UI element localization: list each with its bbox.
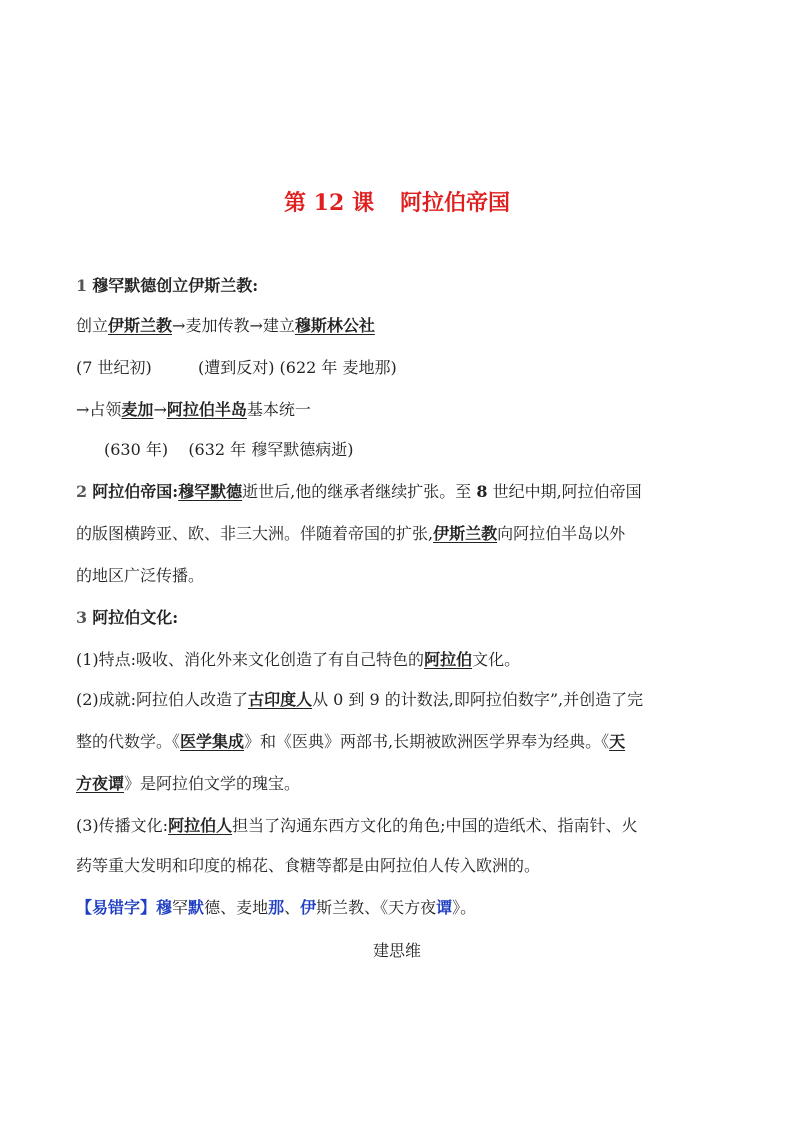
- section-3-achievements-3: 方夜谭》是阿拉伯文学的瑰宝。: [76, 774, 301, 793]
- section-1-flow-2: →占领麦加→阿拉伯半岛基本统一: [76, 400, 311, 419]
- section-2-line-3: 的地区广泛传播。: [76, 566, 205, 585]
- section-1-heading: 1 穆罕默德创立伊斯兰教:: [76, 276, 259, 295]
- section-1-notes-1: (7 世纪初) (遭到反对) (622 年 麦地那): [76, 358, 397, 377]
- error-prone-characters: 【易错字】穆罕默德、麦地那、伊斯兰教、《天方夜谭》。: [76, 898, 477, 917]
- section-3-achievements-1: (2)成就:阿拉伯人改造了古印度人从 0 到 9 的计数法,即阿拉伯数字”,并创造了完: [76, 690, 644, 709]
- section-3-heading: 3 阿拉伯文化:: [76, 608, 179, 627]
- tip-label: 【易错字】: [76, 898, 157, 917]
- lesson-number: 第 12 课: [284, 190, 374, 216]
- section-3-spread-2: 药等重大发明和印度的棉花、食糖等都是由阿拉伯人传入欧洲的。: [76, 856, 541, 875]
- section-2-line-2: 的版图横跨亚、欧、非三大洲。伴随着帝国的扩张,伊斯兰教向阿拉伯半岛以外: [76, 524, 626, 543]
- lesson-name: 阿拉伯帝国: [399, 190, 510, 216]
- section-1-notes-2: (630 年) (632 年 穆罕默德病逝): [104, 440, 354, 459]
- section-3-spread-1: (3)传播文化:阿拉伯人担当了沟通东西方文化的角色;中国的造纸术、指南针、火: [76, 816, 638, 835]
- section-3-features: (1)特点:吸收、消化外来文化创造了有自己特色的阿拉伯文化。: [76, 650, 521, 669]
- footer-heading: 建思维: [372, 941, 421, 960]
- section-1-flow-1: 创立伊斯兰教→麦加传教→建立穆斯林公社: [76, 316, 375, 335]
- page-title: [0, 186, 794, 217]
- section-2-line-1: 2 阿拉伯帝国:穆罕默德逝世后,他的继承者继续扩张。至 8 世纪中期,阿拉伯帝国: [76, 482, 642, 501]
- section-3-achievements-2: 整的代数学。《医学集成》和《医典》两部书,长期被欧洲医学界奉为经典。《天: [76, 732, 626, 751]
